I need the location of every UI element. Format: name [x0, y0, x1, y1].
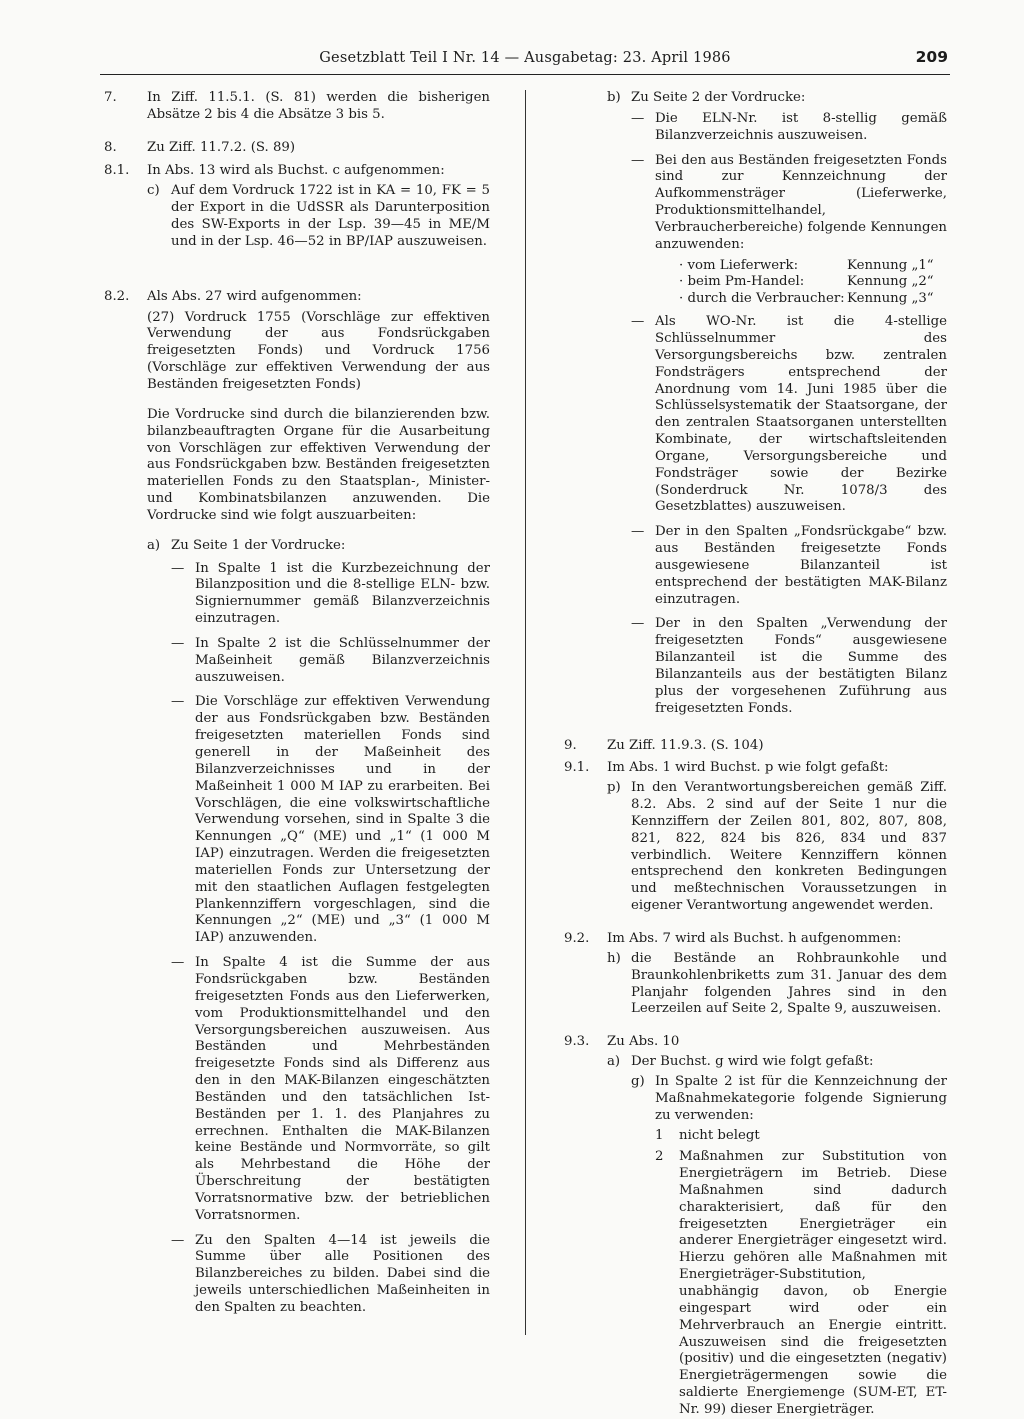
dash-text: In Spalte 4 ist die Summe der aus Fondsrückgaben bzw. Beständen freigesetzten Fonds aus den Lieferwerken, vom Produktionsmittelhandel und den Versorgungsbereichen auszuweisen. Aus Beständen und Mehrbeständen freigesetzte Fonds sind als Differenz aus den in den MAK-Bilanzen eingeschätzten Beständen und den tatsächlichen Ist-Beständen per 1. 1. des Planjahres zu errechnen. Enthalten die MAK-Bilanzen keine Bestände und Normvorräte, so gilt als Mehrbestand die Höhe der Überschreitung der bestätigten Vorratsnormative bzw. der betrieblichen Vorratsnormen.	[195, 955, 490, 1223]
dash-text: In Spalte 2 ist die Schlüsselnummer der Maßeinheit gemäß Bilanzverzeichnis auszuweisen.	[195, 635, 490, 685]
dash-mark: —	[171, 560, 185, 576]
numbered-item	[655, 1128, 947, 1145]
kennung-value: Kennung „2“	[847, 274, 934, 290]
section-number: 9.3.	[564, 1034, 590, 1050]
section-text: In Ziff. 11.5.1. (S. 81) werden die bisherigen Absätze 2 bis 4 die Absätze 3 bis 5.	[147, 90, 490, 122]
section-9-2	[564, 931, 947, 1018]
dash-item	[171, 1233, 490, 1317]
kennung-label: · durch die Verbraucher:	[679, 291, 845, 307]
dash-text: Bei den aus Beständen freigesetzten Fonds sind zur Kennzeichnung der Aufkommensträger (Lieferwerke, Produktionsmittelhandel, Verbraucherbereiche) folgende Kennungen anzuwenden:	[655, 152, 947, 252]
dash-text: Die Vorschläge zur effektiven Verwendung der aus Fondsrückgaben bzw. Beständen freigesetzten materiellen Fonds sind generell in der Maßeinheit des Bilanzverzeichnisses und in der Maßeinheit 1 000 M IAP zu erarbeiten. Bei Vorschlägen, die eine volkswirtschaftliche Verwendung vorsehen, sind in Spalte 3 die Kennungen „Q“ (ME) und „1“ (1 000 M IAP) einzutragen. Werden die freigesetzten materiellen Fonds zur Untersetzung der mit den staatlichen Auflagen festgelegten Plankennziffern vorgeschlagen, sind die Kennungen „2“ (ME) und „3“ (1 000 M IAP) anzuwenden.	[195, 694, 490, 946]
section-number: 9.2.	[564, 930, 590, 946]
section-8-2-b	[607, 90, 947, 718]
section-8	[104, 140, 490, 157]
dash-mark: —	[631, 524, 645, 540]
section-intro: Im Abs. 1 wird Buchst. p wie folgt gefaßt:	[607, 760, 889, 776]
section-number: 9.1.	[564, 760, 590, 776]
paragraph: Die Vordrucke sind durch die bilanzierenden bzw. bilanzbeauftragten Organe für die Ausarbeitung von Vorschlägen zur effektiven Verwendung der aus Fondsrückgaben bzw. Beständen freigesetzten materiellen Fonds zu den Staatsplan-, Minister- und Kombinatsbilanzen anzuwenden. Die Vordrucke sind wie folgt auszuarbeiten:	[147, 406, 490, 523]
item-g	[631, 1074, 947, 1419]
kennung-value: Kennung „3“	[847, 291, 934, 307]
numbered-item	[655, 1149, 947, 1419]
section-8-1	[104, 163, 490, 251]
dash-mark: —	[171, 1232, 185, 1248]
item-label: h)	[607, 950, 621, 966]
numbered-label: 1	[655, 1128, 664, 1144]
section-9	[564, 738, 947, 755]
item-p	[607, 780, 947, 915]
item-text: die Bestände an Rohbraunkohle und Braunkohlenbriketts zum 31. Januar des dem Planjahr folgenden Jahres sind in den Leerzeilen auf Seite 2, Spalte 9, auszuweisen.	[631, 950, 947, 1017]
paragraph-27: (27) Vordruck 1755 (Vorschläge zur effektiven Verwendung der aus Fondsrückgaben freigesetzten Fonds) und Vordruck 1756 (Vorschläge zur effektiven Verwendung der aus Beständen freigesetzten Fonds)	[147, 309, 490, 392]
header-title: Gesetzblatt Teil I Nr. 14 — Ausgabetag: 23. April 1986	[319, 50, 731, 66]
section-number: 7.	[104, 90, 117, 105]
dash-item	[171, 561, 490, 628]
item-text: In Spalte 2 ist für die Kennzeichnung der Maßnahmekategorie folgende Signierung zu verwenden:	[655, 1073, 947, 1123]
item-a	[147, 538, 490, 1317]
dash-mark: —	[171, 694, 185, 710]
section-intro: Zu Abs. 10	[607, 1034, 680, 1050]
item-text: In den Verantwortungsbereichen gemäß Ziff. 8.2. Abs. 2 sind auf der Seite 1 nur die Kennziffern der Zeilen 801, 802, 807, 808, 821, 822, 824 bis 826, 834 und 837 verbindlich. Weitere Kennziffern können entsprechend den konkreten Bedingungen und meßtechnischen Voraussetzungen in eigener Verantwortung angewendet werden.	[631, 780, 947, 914]
item-text: Zu Seite 1 der Vordrucke:	[171, 537, 346, 553]
section-text: Zu Ziff. 11.9.3. (S. 104)	[607, 737, 764, 753]
dash-item	[631, 314, 947, 516]
section-number: 8.1.	[104, 162, 130, 178]
section-7	[104, 90, 490, 124]
dash-text: Als WO-Nr. ist die 4-stellige Schlüsselnummer des Versorgungsbereichs bzw. zentralen Fondsträgers entsprechend der Anordnung vom 14. Juni 1985 über die Schlüsselsystematik der Staatsorgane, der den zentralen Staatsorganen unterstellten Kombinate, der wirtschaftsleitenden Organe, Versorgungsbereiche und Fondsträger sowie der Bezirke (Sonderdruck Nr. 1078/3 des Gesetzblattes) auszuweisen.	[655, 314, 947, 515]
kennung-value: Kennung „1“	[847, 257, 934, 273]
dash-item	[631, 111, 947, 145]
kennung-row	[655, 274, 947, 291]
item-h	[607, 951, 947, 1018]
section-9-3	[564, 1034, 947, 1419]
section-intro: Als Abs. 27 wird aufgenommen:	[147, 288, 362, 304]
item-text: Auf dem Vordruck 1722 ist in KA = 10, FK = 5 der Export in die UdSSR als Darunterposition des SW-Exports in der Lsp. 39—45 in ME/M und in der Lsp. 46—52 in BP/IAP auszuweisen.	[171, 183, 490, 249]
dash-mark: —	[631, 110, 645, 126]
item-label: g)	[631, 1073, 645, 1089]
section-number: 8.2.	[104, 288, 130, 304]
section-intro: In Abs. 13 wird als Buchst. c aufgenommen:	[147, 162, 445, 178]
item-text: Zu Seite 2 der Vordrucke:	[631, 90, 806, 105]
section-number: 9.	[564, 737, 577, 753]
dash-item	[171, 955, 490, 1225]
numbered-text: Maßnahmen zur Substitution von Energieträgern im Betrieb. Diese Maßnahmen sind dadurch charakterisiert, daß für den freigesetzten Energieträger ein anderer Energieträger eingesetzt wird. Hierzu gehören alle Maßnahmen mit Energieträger-Substitution, unabhängig davon, ob Energie eingespart wird oder ein Mehrverbrauch an Energie eintritt. Auszuweisen sind die freigesetzten (positiv) und die eingesetzten (negativ) Energieträgermengen sowie die saldierte Energiemenge (SUM-ET, ET-Nr. 99) dieser Energieträger.	[679, 1149, 947, 1417]
item-label: c)	[147, 183, 160, 199]
dash-item	[631, 616, 947, 717]
dash-mark: —	[631, 152, 645, 168]
section-8-2	[104, 289, 490, 1317]
left-column	[104, 90, 490, 1317]
dash-item	[631, 153, 947, 309]
item-text: Der Buchst. g wird wie folgt gefaßt:	[631, 1054, 874, 1070]
item-label: a)	[607, 1054, 621, 1070]
dash-item	[171, 636, 490, 687]
page-header	[100, 50, 950, 75]
dash-mark: —	[631, 616, 645, 632]
dash-mark: —	[171, 955, 185, 971]
dash-text: Der in den Spalten „Fondsrückgabe“ bzw. aus Beständen freigesetzte Fonds ausgewiesene Bilanzanteil ist entsprechend der bestätigten MAK-Bilanz einzutragen.	[655, 524, 947, 607]
page-number: 209	[915, 48, 948, 66]
dash-item	[171, 694, 490, 947]
dash-mark: —	[631, 314, 645, 330]
section-9-1	[564, 760, 947, 915]
item-label: a)	[147, 537, 161, 553]
column-divider	[525, 90, 526, 1335]
dash-text: Zu den Spalten 4—14 ist jeweils die Summe über alle Positionen des Bilanzbereiches zu bilden. Dabei sind die jeweils unterschiedlichen Maßeinheiten in den Spalten zu beachten.	[195, 1232, 490, 1315]
dash-mark: —	[171, 635, 185, 651]
kennung-label: · vom Lieferwerk:	[679, 257, 799, 273]
item-label: p)	[607, 780, 621, 796]
dash-text: Die ELN-Nr. ist 8-stellig gemäß Bilanzverzeichnis auszuweisen.	[655, 110, 947, 143]
kennung-row	[655, 258, 947, 275]
numbered-label: 2	[655, 1149, 664, 1165]
dash-text: Der in den Spalten „Verwendung der freigesetzten Fonds“ ausgewiesene Bilanzanteil ist die Summe des Bilanzanteils aus der bestätigten Bilanz plus der vorgesehenen Zuführung aus freigesetzten Fonds.	[655, 616, 947, 716]
item-c	[147, 183, 490, 250]
dash-text: In Spalte 1 ist die Kurzbezeichnung der Bilanzposition und die 8-stellige ELN- bzw. Signiernummer gemäß Bilanzverzeichnis einzutragen.	[195, 560, 490, 627]
section-number: 8.	[104, 139, 117, 155]
section-text: Zu Ziff. 11.7.2. (S. 89)	[147, 139, 296, 155]
numbered-text: nicht belegt	[679, 1128, 760, 1144]
kennung-label: · beim Pm-Handel:	[679, 274, 805, 290]
kennung-row	[655, 291, 947, 308]
item-b	[607, 90, 947, 718]
right-column	[564, 90, 947, 1419]
item-label: b)	[607, 90, 621, 105]
item-a	[607, 1054, 947, 1419]
section-intro: Im Abs. 7 wird als Buchst. h aufgenommen:	[607, 930, 902, 946]
dash-item	[631, 524, 947, 608]
